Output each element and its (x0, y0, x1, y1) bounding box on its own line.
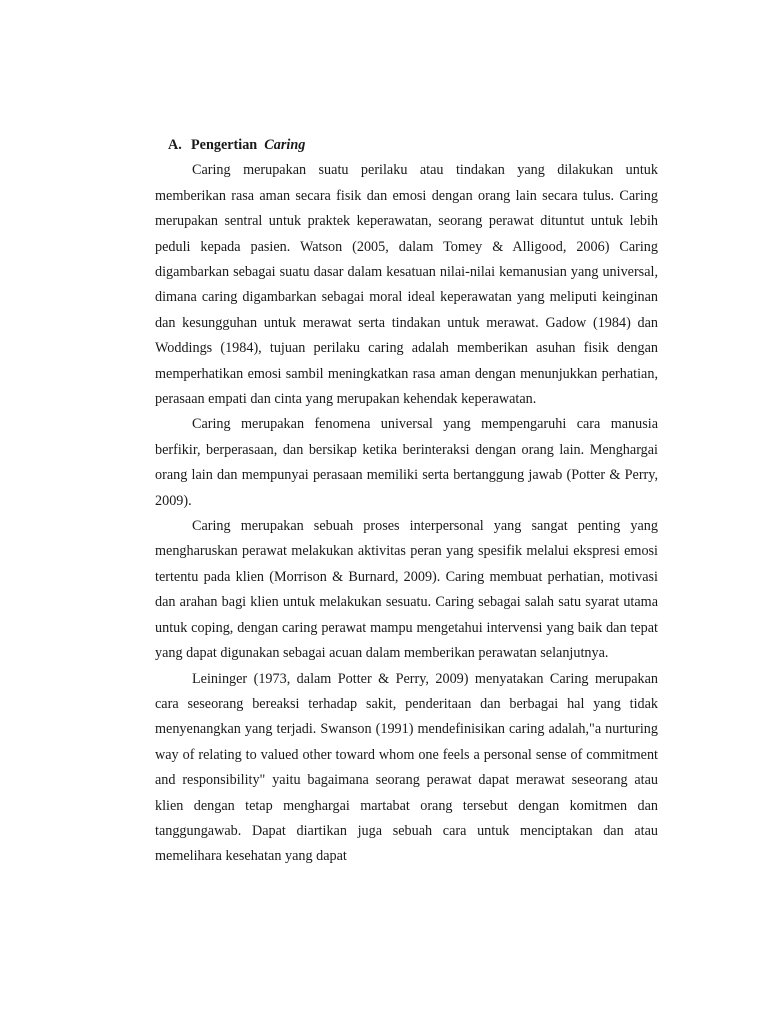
paragraph-1: Caring merupakan suatu perilaku atau tindakan yang dilakukan untuk memberikan rasa aman secara fisik dan emosi dengan orang lain secara tulus. Caring merupakan sentral untuk praktek keperawatan, seorang perawat dituntut untuk lebih peduli kepada pasien. Watson (2005, dalam Tomey & Alligood, 2006) Caring digambarkan sebagai suatu dasar dalam kesatuan nilai-nilai kemanusian yang universal, dimana caring digambarkan sebagai moral ideal keperawatan yang meliputi keinginan dan kesungguhan untuk merawat serta tindakan untuk merawat. Gadow (1984) dan Woddings (1984), tujuan perilaku caring adalah memberikan asuhan fisik dengan memperhatikan emosi sambil meningkatkan rasa aman dengan menunjukkan perhatian, perasaan empati dan cinta yang merupakan kehendak keperawatan. (155, 162, 658, 408)
paragraph-2: Caring merupakan fenomena universal yang mempengaruhi cara manusia berfikir, berperasaan, dan bersikap ketika berinteraksi dengan orang lain. Menghargai orang lain dan mempunyai perasaan memiliki serta bertanggung jawab (Potter & Perry, 2009). (155, 416, 658, 509)
section-title: Pengertian (191, 137, 258, 153)
section-title-italic: Caring (264, 137, 306, 153)
section-heading (168, 133, 658, 158)
paragraph-3: Caring merupakan sebuah proses interpersonal yang sangat penting yang mengharuskan perawat melakukan aktivitas peran yang spesifik melalui ekspresi emosi tertentu pada klien (Morrison & Burnard, 2009). Caring membuat perhatian, motivasi dan arahan bagi klien untuk melakukan sesuatu. Caring sebagai salah satu syarat utama untuk coping, dengan caring perawat mampu mengetahui intervensi yang baik dan tepat yang dapat digunakan sebagai acuan dalam memberikan perawatan selanjutnya. (155, 518, 658, 662)
document-page (155, 133, 658, 870)
paragraph-4: Leininger (1973, dalam Potter & Perry, 2009) menyatakan Caring merupakan cara seseorang bereaksi terhadap sakit, penderitaan dan berbagai hal yang tidak menyenangkan yang terjadi. Swanson (1991) mendefinisikan caring adalah,"a nurturing way of relating to valued other toward whom one feels a personal sense of commitment and responsibility" yaitu bagaimana seorang perawat dapat merawat seseorang atau klien dengan tetap menghargai martabat orang tersebut dengan komitmen dan tanggungawab. Dapat diartikan juga sebuah cara untuk menciptakan dan atau memelihara kesehatan yang dapat (155, 670, 658, 865)
section-number: A. (168, 137, 182, 153)
